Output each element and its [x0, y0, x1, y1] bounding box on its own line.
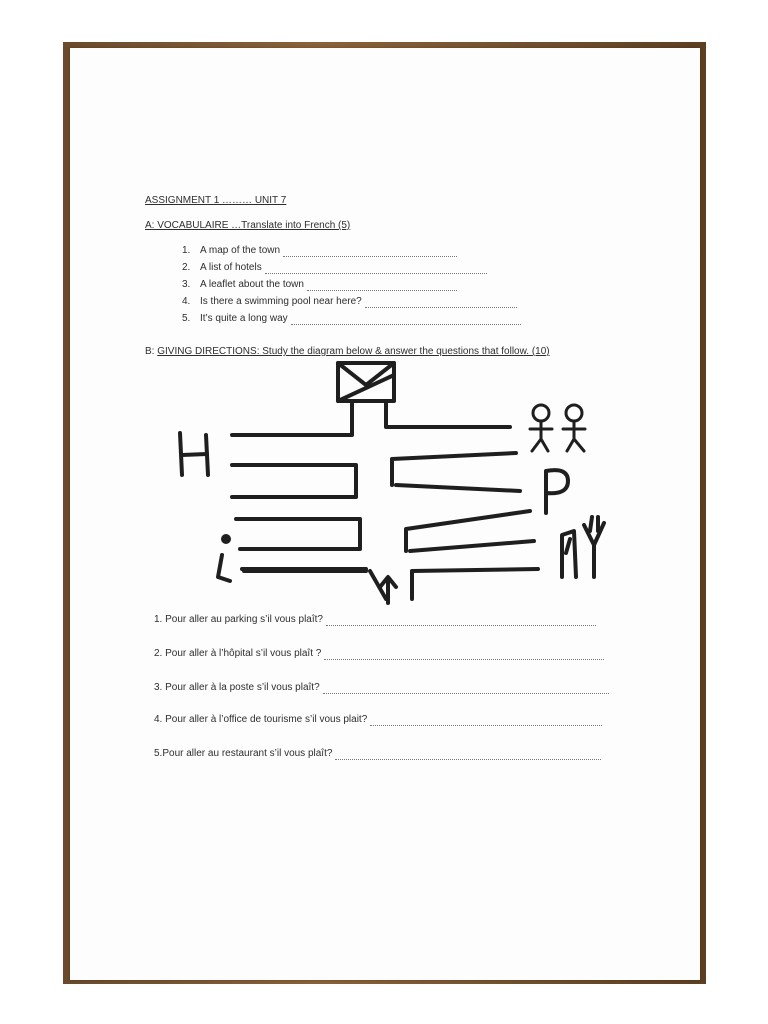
vocab-item	[182, 313, 521, 325]
vocab-item-number: 2.	[182, 262, 191, 273]
section-a-title: A: VOCABULAIRE …Translate into French (5)	[145, 220, 351, 231]
answer-line[interactable]	[323, 684, 609, 694]
vocab-item-text: A list of hotels	[200, 262, 262, 273]
vocab-item-text: Is there a swimming pool near here?	[200, 296, 362, 307]
restaurant-knife-fork-icon	[562, 517, 604, 577]
question-item	[154, 682, 609, 694]
directions-map-diagram	[160, 355, 620, 610]
question-item	[154, 714, 602, 726]
answer-line[interactable]	[265, 264, 487, 274]
section-b-heading: GIVING DIRECTIONS: Study the diagram below & answer the questions that follow. (10)	[157, 346, 550, 357]
hospital-label	[160, 355, 208, 475]
answer-line[interactable]	[370, 716, 602, 726]
answer-line[interactable]	[326, 616, 596, 626]
vocab-item	[182, 245, 457, 257]
vocab-item	[182, 279, 457, 291]
swimming-pool-people-icon	[530, 405, 585, 451]
question-text: 1. Pour aller au parking s’il vous plaît?	[154, 614, 323, 625]
answer-line[interactable]	[324, 650, 604, 660]
vocab-item	[182, 262, 487, 274]
answer-line[interactable]	[335, 750, 601, 760]
answer-line[interactable]	[283, 247, 457, 257]
answer-line[interactable]	[291, 315, 521, 325]
answer-line[interactable]	[365, 298, 517, 308]
vocab-item-text: It’s quite a long way	[200, 313, 288, 324]
vocab-item-number: 4.	[182, 296, 191, 307]
vocab-item	[182, 296, 517, 308]
vocab-item-number: 1.	[182, 245, 191, 256]
question-item	[154, 614, 596, 626]
vocab-item-text: A map of the town	[200, 245, 281, 256]
assignment-title: ASSIGNMENT 1 ……… UNIT 7	[145, 195, 287, 206]
post-office-envelope-icon	[338, 363, 394, 401]
answer-line[interactable]	[307, 281, 457, 291]
vocab-item-text: A leaflet about the town	[200, 279, 304, 290]
question-text: 2. Pour aller à l’hôpital s’il vous plaît ?	[154, 648, 322, 659]
question-text: 3. Pour aller à la poste s’il vous plaît?	[154, 682, 320, 693]
vocab-item-number: 3.	[182, 279, 191, 290]
question-item	[154, 748, 601, 760]
question-text: 5.Pour aller au restaurant s’il vous plaît?	[154, 748, 333, 759]
question-text: 4. Pour aller à l’office de tourisme s’il vous plait?	[154, 714, 368, 725]
question-item	[154, 648, 604, 660]
vocab-item-number: 5.	[182, 313, 191, 324]
section-b-prefix: B:	[145, 346, 158, 357]
tourist-office-label	[160, 355, 230, 581]
street-lines	[232, 401, 538, 603]
